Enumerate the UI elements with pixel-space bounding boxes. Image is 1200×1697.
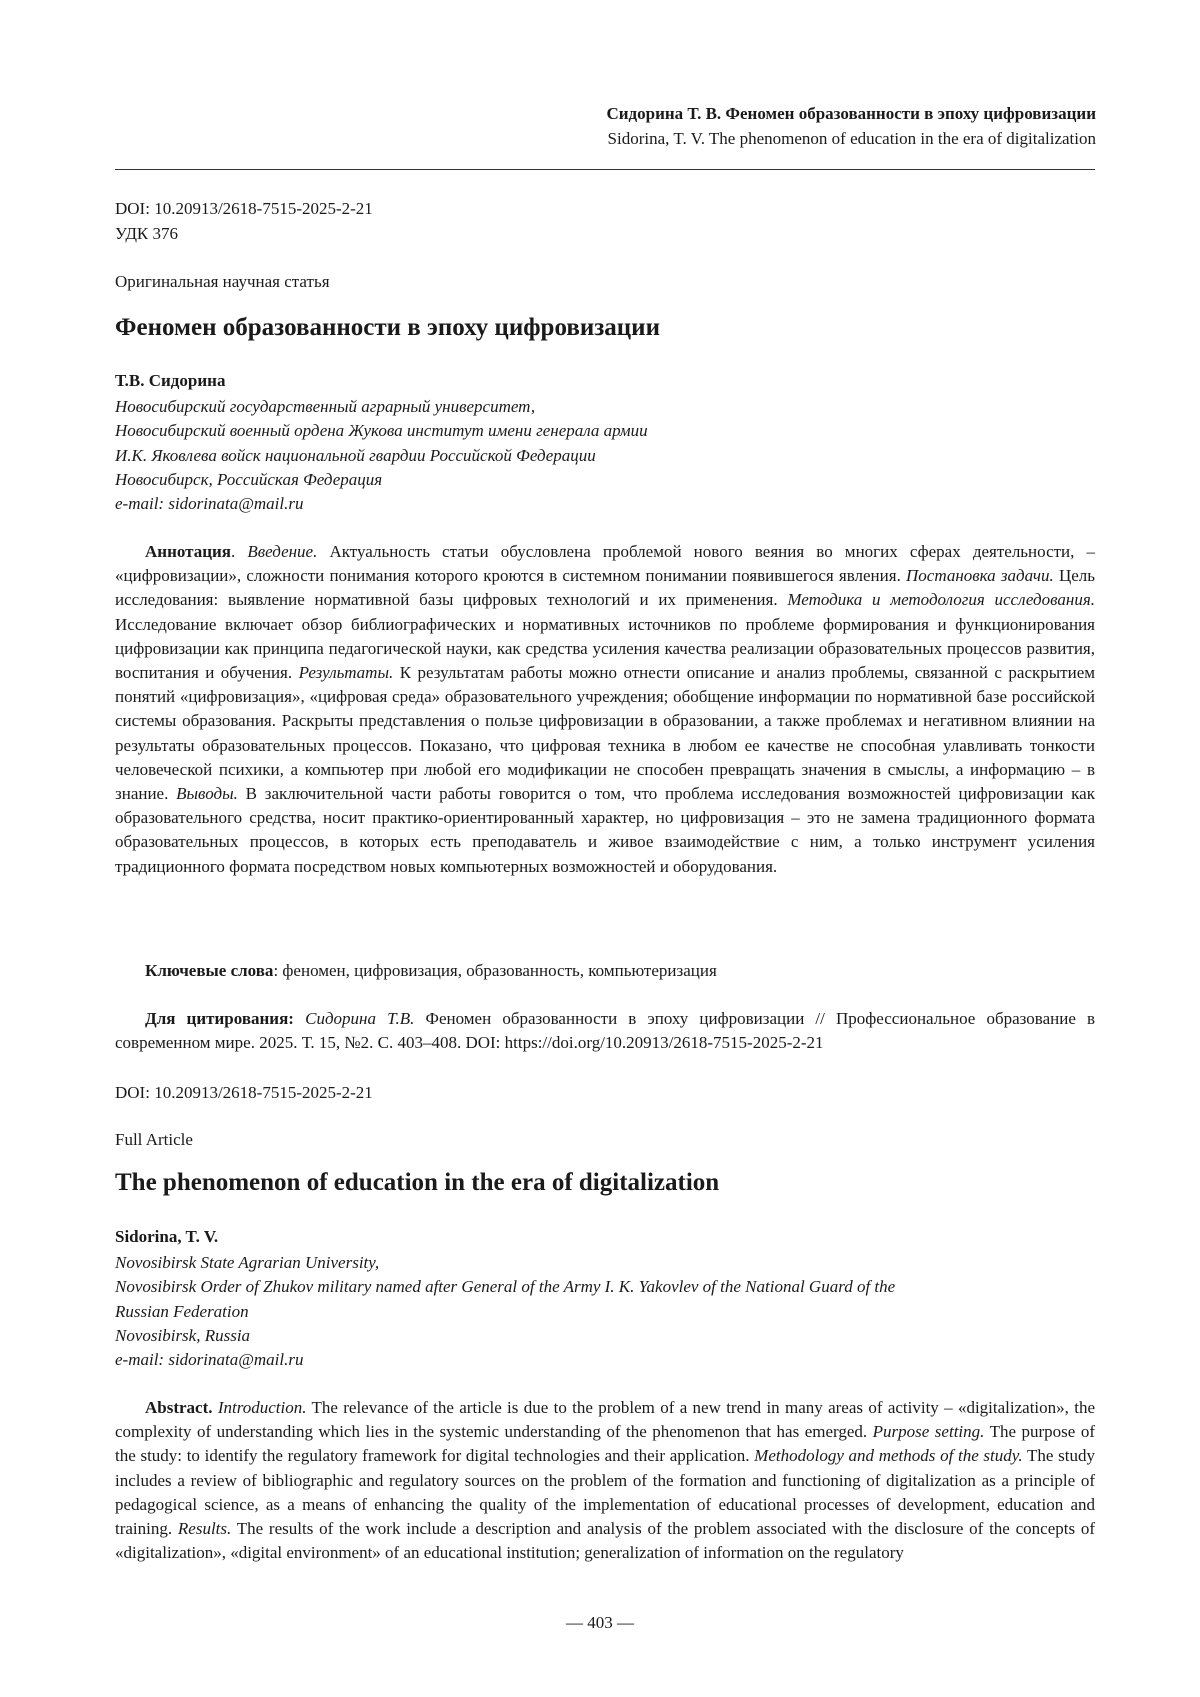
ru-task-text: Цель исследования: выявление нормативной базы цифровых технологий и их применения. [115,566,1095,609]
ru-intro-text: Актуальность статьи обусловлена проблемой нового веяния во многих сферах деятельности, – «цифровизации», сложности понимания которого кроются в системном понимании появившегося явления. [115,542,1095,585]
en-abstract-label: Abstract. [145,1398,213,1417]
ru-citation-label: Для цитирования: [145,1009,294,1028]
ru-author: Т.В. Сидорина [115,371,225,391]
en-intro-text: The relevance of the article is due to the problem of a new trend in many areas of activity – «digitalization», the complexity of understanding which lies in the systemic understanding of the phenomenon that has emerged. [115,1398,1095,1441]
en-email: e-mail: sidorinata@mail.ru [115,1348,895,1372]
en-author: Sidorina, T. V. [115,1227,218,1247]
ru-email: e-mail: sidorinata@mail.ru [115,492,648,516]
en-results-label: Results. [178,1519,231,1538]
en-article-type: Full Article [115,1130,193,1150]
en-abstract [115,1396,1095,1565]
ru-intro-label: Введение. [247,542,317,561]
en-intro-label: Introduction. [218,1398,307,1417]
en-affiliation-line: Novosibirsk, Russia [115,1324,895,1348]
ru-affiliation-line: Новосибирск, Российская Федерация [115,468,648,492]
ru-task-label: Постановка задачи. [906,566,1054,585]
en-affiliation-line: Russian Federation [115,1300,895,1324]
ru-results-text: К результатам работы можно отнести описание и анализ проблемы, связанной с раскрытием понятий «цифровизация», «цифровая среда» образовательного учреждения; обобщение информации по нормативной базе российской системы образования. Раскрыты представления о пользе цифровизации в образовании, а также проблемах и негативном влиянии на результаты образовательных процессов. Показано, что цифровая техника в любом ее качестве не способная улавливать тонкости человеческой психики, а компьютер при любой его модификации не способен превращать значения в смыслы, а информацию – в знание. [115,663,1095,803]
ru-keywords-text: : феномен, цифровизация, образованность, компьютеризация [273,961,716,980]
ru-citation-text: Феномен образованности в эпоху цифровизации // Профессиональное образование в современном мире. 2025. Т. 15, №2. С. 403–408. DOI: https://doi.org/10.20913/2618-7515-2025-2-21 [115,1009,1095,1052]
ru-article-type: Оригинальная научная статья [115,272,330,292]
en-purpose-label: Purpose setting. [873,1422,985,1441]
ru-keywords [115,959,1095,983]
ru-affiliation [115,395,648,516]
ru-conclusions-label: Выводы. [176,784,238,803]
en-affiliation [115,1251,895,1372]
ru-citation [115,1007,1095,1055]
ru-affiliation-line: Новосибирский военный ордена Жукова институт имени генерала армии [115,419,648,443]
en-results-text: The results of the work include a description and analysis of the problem associated with the disclosure of the concepts of «digitalization», «digital environment» of an educational institution; generalization of information on the regulatory [115,1519,1095,1562]
header-divider [115,169,1095,170]
en-purpose-text: The purpose of the study: to identify the regulatory framework for digital technologies and their application. [115,1422,1095,1465]
ru-method-text: Исследование включает обзор библиографических и нормативных источников по проблеме формирования и функционирования цифровизации как принципа педагогической науки, как средства усиления качества реализации образовательных процессов развития, воспитания и обучения. [115,615,1095,682]
ru-udk: УДК 376 [115,224,178,244]
running-header-ru: Сидорина Т. В. Феномен образованности в эпоху цифровизации [606,104,1096,124]
en-doi: DOI: 10.20913/2618-7515-2025-2-21 [115,1083,373,1103]
page-number: — 403 — [0,1613,1200,1633]
ru-affiliation-line: И.К. Яковлева войск национальной гвардии Российской Федерации [115,444,648,468]
en-method-text: The study includes a review of bibliographic and regulatory sources on the problem of the formation and functioning of digitalization as a principle of pedagogical science, as a means of enhancing the quality of the implementation of educational processes of development, education and training. [115,1446,1095,1538]
ru-article-title: Феномен образованности в эпоху цифровизации [115,314,660,342]
ru-results-label: Результаты. [299,663,394,682]
en-method-label: Methodology and methods of the study. [754,1446,1022,1465]
ru-abstract: Аннотация. Введение. Актуальность статьи обусловлена проблемой нового веяния во многих сферах деятельности, – «цифровизации», сложности понимания которого кроются в системном понимании появившегося явления. Постановка задачи. Цель исследования: выявление нормативной базы цифровых технологий и их применения. Методика и методология исследования. Исследование включает обзор библиографических и нормативных источников по проблеме формирования и функционирования цифровизации как принципа педагогической науки, как средства усиления качества реализации образовательных процессов развития, воспитания и обучения. Результаты. К результатам работы можно отнести описание и анализ проблемы, связанной с раскрытием понятий «цифровизация», «цифровая среда» образовательного учреждения; обобщение информации по нормативной базе российской системы образования. Раскрыты представления о пользе цифровизации в образовании, а также проблемах и негативном влиянии на результаты образовательных процессов. Показано, что цифровая техника в любом ее качестве не способная улавливать тонкости человеческой психики, а компьютер при любой его модификации не способен превращать значения в смыслы, а информацию – в знание. Выводы. В заключительной части работы говорится о том, что проблема исследования возможностей цифровизации как образовательного средства, носит практико-ориентированный характер, но цифровизация – это не замена традиционного формата образовательных процессов, в которых есть преподаватель и живое взаимодействие с ним, а только инструмент усиления традиционного формата посредством новых компьютерных возможностей и оборудования. [115,540,1095,879]
ru-abstract-label: Аннотация [145,542,231,561]
ru-citation-author: Сидорина Т.В. [305,1009,414,1028]
en-affiliation-line: Novosibirsk State Agrarian University, [115,1251,895,1275]
running-header-en: Sidorina, T. V. The phenomenon of education in the era of digitalization [608,129,1096,149]
en-affiliation-line: Novosibirsk Order of Zhukov military named after General of the Army I. K. Yakovlev of the National Guard of the [115,1275,895,1299]
en-article-title: The phenomenon of education in the era of digitalization [115,1169,719,1197]
ru-method-label: Методика и методология исследования. [787,590,1095,609]
ru-doi: DOI: 10.20913/2618-7515-2025-2-21 [115,199,373,219]
ru-affiliation-line: Новосибирский государственный аграрный университет, [115,395,648,419]
ru-conclusions-text: В заключительной части работы говорится о том, что проблема исследования возможностей цифровизации как образовательного средства, носит практико-ориентированный характер, но цифровизация – это не замена традиционного формата образовательных процессов, в которых есть преподаватель и живое взаимодействие с ним, а только инструмент усиления традиционного формата посредством новых компьютерных возможностей и оборудования. [115,784,1095,876]
ru-keywords-label: Ключевые слова [145,961,273,980]
